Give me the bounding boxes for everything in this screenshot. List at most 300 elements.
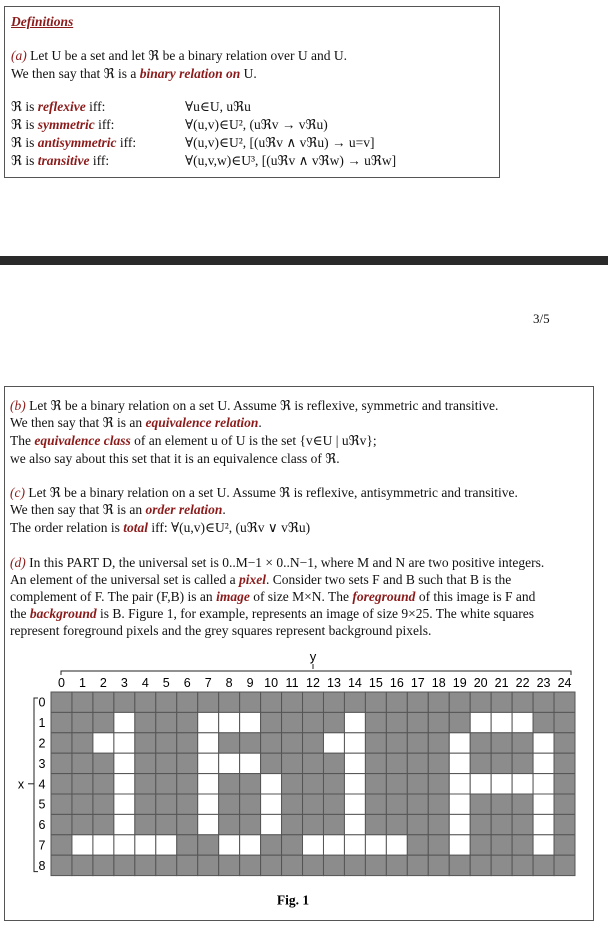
background-pixel bbox=[512, 733, 533, 753]
foreground-pixel bbox=[491, 712, 512, 732]
background-pixel bbox=[470, 794, 491, 814]
background-pixel bbox=[219, 692, 240, 712]
foreground-pixel bbox=[114, 753, 135, 773]
background-pixel bbox=[303, 712, 324, 732]
foreground-pixel bbox=[344, 794, 365, 814]
background-pixel bbox=[386, 733, 407, 753]
background-pixel bbox=[554, 692, 575, 712]
background-pixel bbox=[51, 835, 72, 855]
foreground-pixel bbox=[533, 814, 554, 834]
part-d-text: is B. Figure 1, for example, represents an image of size 9×25. The white squares bbox=[96, 606, 535, 621]
background-pixel bbox=[261, 855, 282, 875]
background-pixel bbox=[135, 712, 156, 732]
foreground-pixel bbox=[114, 774, 135, 794]
background-pixel bbox=[261, 692, 282, 712]
foreground-pixel bbox=[344, 753, 365, 773]
background-pixel bbox=[533, 692, 554, 712]
part-c-line2: We then say that ℜ is an order relation. bbox=[10, 502, 226, 517]
foreground-pixel bbox=[386, 835, 407, 855]
row-label-0: 0 bbox=[38, 695, 46, 710]
column-label-21: 21 bbox=[494, 676, 509, 690]
background-pixel bbox=[365, 692, 386, 712]
foreground-pixel bbox=[323, 835, 344, 855]
background-pixel bbox=[240, 855, 261, 875]
background-pixel bbox=[323, 855, 344, 875]
background-pixel bbox=[198, 835, 219, 855]
background-pixel bbox=[428, 774, 449, 794]
background-pixel bbox=[533, 712, 554, 732]
background-pixel bbox=[470, 692, 491, 712]
column-label-12: 12 bbox=[306, 676, 320, 690]
background-pixel bbox=[240, 774, 261, 794]
row-label-8: 8 bbox=[38, 858, 46, 873]
part-d-line bbox=[10, 588, 576, 605]
column-label-4: 4 bbox=[141, 676, 149, 690]
row-label-1: 1 bbox=[38, 716, 46, 731]
property-transitive: ℜ is transitive iff: ∀(u,v,w)∈U³, [(uℜv ∧ vℜw) → uℜw] bbox=[11, 153, 397, 168]
foreground-pixel bbox=[198, 814, 219, 834]
background-pixel bbox=[491, 733, 512, 753]
column-label-15: 15 bbox=[368, 676, 383, 690]
background-pixel bbox=[554, 733, 575, 753]
background-pixel bbox=[93, 774, 114, 794]
background-pixel bbox=[365, 774, 386, 794]
background-pixel bbox=[428, 733, 449, 753]
background-pixel bbox=[282, 835, 303, 855]
part-a-line2: We then say that ℜ is a binary relation on U. bbox=[11, 66, 257, 81]
foreground-pixel bbox=[303, 835, 324, 855]
column-brace bbox=[61, 671, 571, 675]
foreground-pixel bbox=[533, 774, 554, 794]
background-pixel bbox=[282, 692, 303, 712]
background-pixel bbox=[323, 753, 344, 773]
background-pixel bbox=[93, 855, 114, 875]
background-pixel bbox=[554, 835, 575, 855]
foreground-pixel bbox=[344, 814, 365, 834]
column-label-1: 1 bbox=[78, 676, 86, 690]
background-pixel bbox=[240, 692, 261, 712]
background-pixel bbox=[282, 774, 303, 794]
column-label-6: 6 bbox=[183, 676, 191, 690]
background-pixel bbox=[51, 794, 72, 814]
background-pixel bbox=[365, 794, 386, 814]
foreground-pixel bbox=[449, 753, 470, 773]
background-pixel bbox=[282, 855, 303, 875]
background-pixel bbox=[51, 855, 72, 875]
foreground-pixel bbox=[533, 794, 554, 814]
background-pixel bbox=[344, 855, 365, 875]
background-pixel bbox=[554, 855, 575, 875]
column-label-19: 19 bbox=[452, 676, 467, 690]
foreground-pixel bbox=[114, 712, 135, 732]
background-pixel bbox=[177, 774, 198, 794]
row-label-7: 7 bbox=[38, 838, 46, 853]
background-pixel bbox=[135, 692, 156, 712]
part-d-text: represent foreground pixels and the grey squares represent background pixels. bbox=[10, 623, 432, 638]
background-pixel bbox=[407, 855, 428, 875]
column-label-0: 0 bbox=[58, 676, 65, 690]
background-pixel bbox=[386, 855, 407, 875]
background-pixel bbox=[135, 774, 156, 794]
background-pixel bbox=[303, 855, 324, 875]
row-label-3: 3 bbox=[38, 756, 46, 771]
background-pixel bbox=[491, 753, 512, 773]
background-pixel bbox=[51, 814, 72, 834]
foreground-pixel bbox=[240, 835, 261, 855]
row-label-4: 4 bbox=[38, 777, 46, 792]
y-axis-label: y bbox=[309, 649, 317, 664]
part-d-text: complement of F. The pair (F,B) is an bbox=[10, 589, 217, 604]
background-pixel bbox=[93, 712, 114, 732]
background-pixel bbox=[303, 794, 324, 814]
background-pixel bbox=[323, 814, 344, 834]
foreground-pixel bbox=[533, 733, 554, 753]
background-pixel bbox=[386, 794, 407, 814]
foreground-pixel bbox=[449, 814, 470, 834]
part-d-term: foreground bbox=[352, 589, 416, 604]
background-pixel bbox=[135, 814, 156, 834]
foreground-pixel bbox=[219, 835, 240, 855]
foreground-pixel bbox=[240, 712, 261, 732]
figure-caption: Fig. 1 bbox=[276, 892, 310, 908]
background-pixel bbox=[303, 753, 324, 773]
background-pixel bbox=[407, 712, 428, 732]
background-pixel bbox=[261, 753, 282, 773]
background-pixel bbox=[240, 814, 261, 834]
row-brace bbox=[34, 698, 38, 872]
background-pixel bbox=[554, 814, 575, 834]
part-c-line1: (c) Let ℜ be a binary relation on a set U. Assume ℜ is reflexive, antisymmetric and transitive. bbox=[10, 485, 518, 500]
background-pixel bbox=[240, 733, 261, 753]
background-pixel bbox=[512, 692, 533, 712]
foreground-pixel bbox=[261, 774, 282, 794]
background-pixel bbox=[303, 692, 324, 712]
foreground-pixel bbox=[261, 814, 282, 834]
background-pixel bbox=[114, 692, 135, 712]
foreground-pixel bbox=[72, 835, 93, 855]
background-pixel bbox=[219, 814, 240, 834]
background-pixel bbox=[177, 794, 198, 814]
foreground-pixel bbox=[114, 733, 135, 753]
background-pixel bbox=[470, 814, 491, 834]
background-pixel bbox=[177, 733, 198, 753]
background-pixel bbox=[219, 733, 240, 753]
background-pixel bbox=[407, 733, 428, 753]
foreground-pixel bbox=[344, 774, 365, 794]
background-pixel bbox=[156, 733, 177, 753]
foreground-pixel bbox=[533, 753, 554, 773]
foreground-pixel bbox=[449, 733, 470, 753]
background-pixel bbox=[428, 692, 449, 712]
part-d-line bbox=[10, 571, 576, 588]
foreground-pixel bbox=[219, 753, 240, 773]
column-label-16: 16 bbox=[389, 676, 404, 690]
part-b-line4: we also say about this set that it is an equivalence class of ℜ. bbox=[10, 451, 340, 466]
background-pixel bbox=[51, 712, 72, 732]
part-d-term: pixel bbox=[239, 572, 267, 587]
background-pixel bbox=[72, 712, 93, 732]
background-pixel bbox=[386, 712, 407, 732]
background-pixel bbox=[219, 855, 240, 875]
background-pixel bbox=[386, 814, 407, 834]
background-pixel bbox=[177, 753, 198, 773]
background-pixel bbox=[491, 794, 512, 814]
column-label-3: 3 bbox=[120, 676, 128, 690]
background-pixel bbox=[72, 692, 93, 712]
property-reflexive: ℜ is reflexive iff: ∀u∈U, uℜu bbox=[11, 99, 251, 114]
foreground-pixel bbox=[365, 835, 386, 855]
foreground-pixel bbox=[470, 774, 491, 794]
column-label-18: 18 bbox=[431, 676, 446, 690]
background-pixel bbox=[512, 794, 533, 814]
background-pixel bbox=[365, 753, 386, 773]
foreground-pixel bbox=[344, 733, 365, 753]
background-pixel bbox=[533, 855, 554, 875]
foreground-pixel bbox=[198, 733, 219, 753]
background-pixel bbox=[177, 814, 198, 834]
background-pixel bbox=[491, 855, 512, 875]
part-c-line3: The order relation is total iff: ∀(u,v)∈U², (uℜv ∨ vℜu) bbox=[10, 520, 311, 535]
column-label-17: 17 bbox=[410, 676, 425, 690]
background-pixel bbox=[428, 794, 449, 814]
parts-box bbox=[4, 386, 594, 921]
background-pixel bbox=[554, 794, 575, 814]
part-d-label: (d) bbox=[10, 555, 26, 570]
background-pixel bbox=[156, 794, 177, 814]
background-pixel bbox=[554, 774, 575, 794]
column-label-7: 7 bbox=[204, 676, 212, 690]
background-pixel bbox=[407, 794, 428, 814]
background-pixel bbox=[177, 855, 198, 875]
background-pixel bbox=[72, 774, 93, 794]
background-pixel bbox=[512, 855, 533, 875]
part-d-text: . Consider two sets F and B such that B is the bbox=[266, 572, 512, 587]
background-pixel bbox=[428, 855, 449, 875]
part-b-line3: The equivalence class of an element u of U is the set {v∈U | uℜv}; bbox=[10, 433, 377, 448]
background-pixel bbox=[51, 692, 72, 712]
foreground-pixel bbox=[219, 712, 240, 732]
background-pixel bbox=[261, 733, 282, 753]
background-pixel bbox=[470, 753, 491, 773]
foreground-pixel bbox=[198, 712, 219, 732]
foreground-pixel bbox=[240, 753, 261, 773]
definitions-title: Definitions bbox=[11, 14, 74, 29]
background-pixel bbox=[219, 774, 240, 794]
background-pixel bbox=[282, 712, 303, 732]
foreground-pixel bbox=[135, 835, 156, 855]
foreground-pixel bbox=[114, 814, 135, 834]
background-pixel bbox=[93, 692, 114, 712]
background-pixel bbox=[135, 753, 156, 773]
foreground-pixel bbox=[114, 794, 135, 814]
background-pixel bbox=[407, 774, 428, 794]
background-pixel bbox=[282, 814, 303, 834]
background-pixel bbox=[407, 753, 428, 773]
background-pixel bbox=[156, 712, 177, 732]
background-pixel bbox=[303, 814, 324, 834]
background-pixel bbox=[177, 712, 198, 732]
foreground-pixel bbox=[449, 774, 470, 794]
part-b-line2: We then say that ℜ is an equivalence relation. bbox=[10, 415, 262, 430]
background-pixel bbox=[156, 814, 177, 834]
part-d-text: of size M×N. The bbox=[249, 589, 353, 604]
background-pixel bbox=[365, 814, 386, 834]
background-pixel bbox=[261, 835, 282, 855]
part-d-text: An element of the universal set is called a bbox=[10, 572, 240, 587]
background-pixel bbox=[51, 774, 72, 794]
column-label-13: 13 bbox=[327, 676, 341, 690]
background-pixel bbox=[449, 855, 470, 875]
part-d-text: of this image is F and bbox=[415, 589, 536, 604]
part-d-line bbox=[10, 554, 576, 571]
definitions-box bbox=[4, 6, 500, 178]
background-pixel bbox=[198, 855, 219, 875]
background-pixel bbox=[512, 835, 533, 855]
column-label-5: 5 bbox=[162, 676, 170, 690]
background-pixel bbox=[344, 692, 365, 712]
background-pixel bbox=[365, 712, 386, 732]
background-pixel bbox=[156, 855, 177, 875]
column-label-2: 2 bbox=[99, 676, 107, 690]
background-pixel bbox=[386, 774, 407, 794]
background-pixel bbox=[365, 733, 386, 753]
part-d-line bbox=[10, 622, 576, 639]
background-pixel bbox=[198, 692, 219, 712]
background-pixel bbox=[93, 814, 114, 834]
background-pixel bbox=[93, 794, 114, 814]
background-pixel bbox=[512, 753, 533, 773]
background-pixel bbox=[323, 692, 344, 712]
background-pixel bbox=[72, 753, 93, 773]
background-pixel bbox=[407, 814, 428, 834]
background-pixel bbox=[282, 794, 303, 814]
background-pixel bbox=[240, 794, 261, 814]
background-pixel bbox=[156, 753, 177, 773]
foreground-pixel bbox=[491, 774, 512, 794]
background-pixel bbox=[51, 733, 72, 753]
background-pixel bbox=[135, 855, 156, 875]
background-pixel bbox=[135, 733, 156, 753]
column-label-10: 10 bbox=[264, 676, 279, 690]
background-pixel bbox=[219, 794, 240, 814]
background-pixel bbox=[470, 733, 491, 753]
background-pixel bbox=[491, 835, 512, 855]
figure-1 bbox=[5, 645, 593, 920]
property-symmetric: ℜ is symmetric iff: ∀(u,v)∈U², (uℜv → vℜu) bbox=[11, 117, 328, 132]
background-pixel bbox=[282, 733, 303, 753]
foreground-pixel bbox=[93, 733, 114, 753]
background-pixel bbox=[428, 753, 449, 773]
background-pixel bbox=[449, 692, 470, 712]
column-label-24: 24 bbox=[557, 676, 572, 690]
foreground-pixel bbox=[344, 712, 365, 732]
column-label-22: 22 bbox=[515, 676, 530, 690]
background-pixel bbox=[156, 774, 177, 794]
background-pixel bbox=[323, 774, 344, 794]
background-pixel bbox=[177, 692, 198, 712]
foreground-pixel bbox=[449, 835, 470, 855]
column-label-14: 14 bbox=[347, 676, 362, 690]
x-axis-label: x bbox=[17, 777, 25, 792]
part-b-line1: (b) Let ℜ be a binary relation on a set U. Assume ℜ is reflexive, symmetric and transitive. bbox=[10, 398, 499, 413]
foreground-pixel bbox=[198, 794, 219, 814]
foreground-pixel bbox=[156, 835, 177, 855]
foreground-pixel bbox=[512, 774, 533, 794]
background-pixel bbox=[114, 855, 135, 875]
part-d-line bbox=[10, 605, 576, 622]
background-pixel bbox=[303, 774, 324, 794]
background-pixel bbox=[554, 712, 575, 732]
background-pixel bbox=[491, 814, 512, 834]
background-pixel bbox=[449, 712, 470, 732]
background-pixel bbox=[72, 733, 93, 753]
background-pixel bbox=[72, 814, 93, 834]
background-pixel bbox=[386, 692, 407, 712]
background-pixel bbox=[470, 835, 491, 855]
page-number: 3/5 bbox=[533, 311, 550, 326]
foreground-pixel bbox=[533, 835, 554, 855]
foreground-pixel bbox=[93, 835, 114, 855]
foreground-pixel bbox=[261, 794, 282, 814]
foreground-pixel bbox=[198, 774, 219, 794]
background-pixel bbox=[177, 835, 198, 855]
row-label-6: 6 bbox=[38, 818, 46, 833]
background-pixel bbox=[72, 794, 93, 814]
part-a-line1: (a) Let U be a set and let ℜ be a binary relation over U and U. bbox=[11, 48, 347, 63]
background-pixel bbox=[470, 855, 491, 875]
background-pixel bbox=[407, 692, 428, 712]
background-pixel bbox=[303, 733, 324, 753]
foreground-pixel bbox=[198, 753, 219, 773]
background-pixel bbox=[156, 692, 177, 712]
background-pixel bbox=[554, 753, 575, 773]
background-pixel bbox=[72, 855, 93, 875]
background-pixel bbox=[428, 814, 449, 834]
page-separator bbox=[0, 256, 608, 265]
row-label-2: 2 bbox=[38, 736, 46, 751]
background-pixel bbox=[365, 855, 386, 875]
background-pixel bbox=[386, 753, 407, 773]
foreground-pixel bbox=[449, 794, 470, 814]
foreground-pixel bbox=[470, 712, 491, 732]
part-d-term: background bbox=[29, 606, 97, 621]
background-pixel bbox=[282, 753, 303, 773]
background-pixel bbox=[428, 835, 449, 855]
column-label-8: 8 bbox=[225, 676, 233, 690]
foreground-pixel bbox=[323, 733, 344, 753]
column-label-20: 20 bbox=[473, 676, 488, 690]
foreground-pixel bbox=[344, 835, 365, 855]
background-pixel bbox=[93, 753, 114, 773]
background-pixel bbox=[407, 835, 428, 855]
background-pixel bbox=[491, 692, 512, 712]
part-d-text: the bbox=[10, 606, 30, 621]
background-pixel bbox=[512, 814, 533, 834]
foreground-pixel bbox=[114, 835, 135, 855]
foreground-pixel bbox=[512, 712, 533, 732]
row-label-5: 5 bbox=[38, 797, 46, 812]
column-label-11: 11 bbox=[285, 676, 299, 690]
part-d-term: image bbox=[216, 589, 250, 604]
background-pixel bbox=[51, 753, 72, 773]
column-label-23: 23 bbox=[536, 676, 551, 690]
property-antisymmetric: ℜ is antisymmetric iff: ∀(u,v)∈U², [(uℜv ∧ vℜu) → u=v] bbox=[11, 135, 375, 150]
background-pixel bbox=[323, 794, 344, 814]
column-label-9: 9 bbox=[246, 676, 254, 690]
background-pixel bbox=[428, 712, 449, 732]
background-pixel bbox=[135, 794, 156, 814]
background-pixel bbox=[323, 712, 344, 732]
